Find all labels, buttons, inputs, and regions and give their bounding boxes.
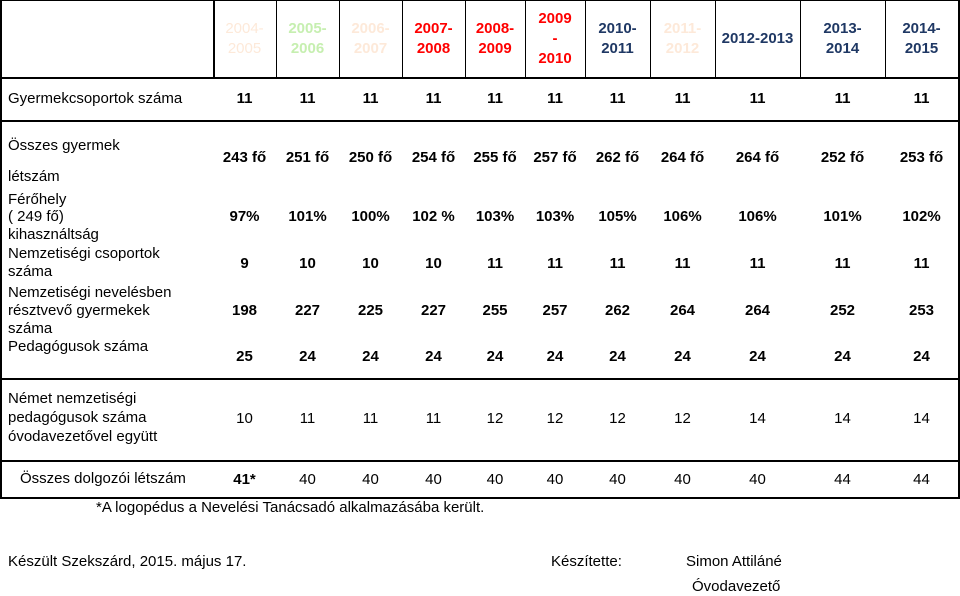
header-year-4: 2008- 2009 (475, 20, 515, 57)
row-staff-value: 40 (362, 470, 379, 488)
row-ethnic-groups-value: 11 (834, 254, 851, 272)
row-ethnic-groups-value: 11 (609, 254, 626, 272)
header-year-9: 2013- 2014 (823, 20, 862, 57)
row-ethnic-groups-value: 11 (487, 254, 503, 272)
row-groupcount-value: 11 (834, 89, 851, 107)
row-ethnic-children-value: 253 (908, 301, 935, 319)
row-teachers-value: 24 (749, 347, 766, 365)
label-total-children-1: Összes gyermek (8, 137, 120, 154)
row-german-teachers-value: 11 (299, 409, 316, 427)
row-german-teachers-value: 11 (425, 409, 442, 427)
label-total-children-2: létszám (8, 168, 60, 185)
row-german-teachers-value: 12 (609, 409, 626, 427)
row-ethnic-children-value: 264 (744, 301, 771, 319)
row-total-children-value: 254 fő (411, 148, 456, 166)
header-year-7: 2011- 2012 (663, 20, 702, 57)
row-groupcount-value: 11 (609, 89, 626, 107)
row-staff-value: 40 (546, 470, 564, 488)
row-teachers-value: 24 (546, 347, 564, 365)
row-german-teachers-value: 10 (236, 409, 253, 427)
row-groupcount-value: 11 (674, 89, 691, 107)
row-total-children-value: 255 fő (473, 148, 517, 166)
row-ethnic-groups-value: 11 (674, 254, 691, 272)
row-staff-value: 40 (486, 470, 504, 488)
row-capacity-value: 106% (738, 207, 777, 225)
row-staff-value: 40 (609, 470, 626, 488)
footer-place-date: Készült Szekszárd, 2015. május 17. (8, 553, 247, 570)
row-staff-value: 40 (299, 470, 316, 488)
row-ethnic-children-value: 198 (231, 301, 258, 319)
row-teachers-value: 25 (236, 347, 253, 365)
row-groupcount-value: 11 (362, 89, 379, 107)
row-total-children-value: 257 fő (533, 148, 577, 166)
row-ethnic-groups-value: 11 (913, 254, 930, 272)
label-german-teachers-3: óvodavezetővel együtt (8, 428, 158, 445)
row-ethnic-groups-value: 10 (425, 254, 442, 272)
header-year-10: 2014- 2015 (902, 20, 941, 57)
row-total-children-value: 264 fő (735, 148, 780, 166)
label-capacity-1: Férőhely (8, 191, 67, 208)
label-ethnic-groups-2: száma (8, 263, 53, 280)
row-capacity-value: 102% (902, 207, 941, 225)
label-ethnic-children-2: résztvevő gyermekek (8, 302, 150, 319)
row-ethnic-children-value: 227 (420, 301, 447, 319)
row-german-teachers-value: 14 (834, 409, 851, 427)
header-year-5: 2009 - 2010 (538, 10, 572, 67)
row-groupcount-value: 11 (913, 89, 930, 107)
row-ethnic-children-value: 262 (604, 301, 631, 319)
row-ethnic-children-value: 225 (357, 301, 384, 319)
label-capacity-3: kihasználtság (8, 226, 99, 243)
row-ethnic-groups-value: 10 (299, 254, 316, 272)
label-german-teachers-1: Német nemzetiségi (8, 390, 137, 407)
row-ethnic-groups-value: 11 (547, 254, 563, 272)
row-total-children-value: 253 fő (899, 148, 944, 166)
row-capacity-value: 103% (535, 207, 575, 225)
row-total-children-value: 243 fő (222, 148, 267, 166)
row-ethnic-groups-value: 11 (749, 254, 766, 272)
row-capacity-value: 101% (823, 207, 862, 225)
row-capacity-value: 105% (598, 207, 637, 225)
row-german-teachers-value: 14 (913, 409, 930, 427)
row-staff-value: 40 (674, 470, 691, 488)
footer-author: Simon Attiláné (686, 553, 782, 570)
header-year-6: 2010- 2011 (598, 20, 637, 57)
row-capacity-value: 101% (288, 207, 327, 225)
row-groupcount-value: 11 (749, 89, 766, 107)
row-total-children-value: 250 fő (348, 148, 393, 166)
row-teachers-value: 24 (913, 347, 930, 365)
row-german-teachers-value: 14 (749, 409, 766, 427)
header-year-0: 2004- 2005 (225, 20, 264, 57)
row-teachers-value: 24 (486, 347, 504, 365)
row-ethnic-children-value: 257 (542, 301, 568, 319)
row-groupcount-value: 11 (547, 89, 563, 107)
row-ethnic-groups-value: 10 (362, 254, 379, 272)
row-staff-value: 44 (834, 470, 851, 488)
row-capacity-value: 100% (351, 207, 390, 225)
row-staff-value: 41* (233, 470, 256, 488)
row-capacity-value: 106% (663, 207, 702, 225)
row-german-teachers-value: 12 (486, 409, 504, 427)
label-ethnic-children-3: száma (8, 320, 53, 337)
row-staff-value: 40 (749, 470, 766, 488)
row-ethnic-children-value: 252 (829, 301, 856, 319)
label-staff: Összes dolgozói létszám (20, 470, 186, 487)
row-total-children-value: 252 fő (820, 148, 865, 166)
row-total-children-value: 251 fő (285, 148, 330, 166)
label-teachers: Pedagógusok száma (8, 338, 149, 355)
row-total-children-value: 264 fő (660, 148, 705, 166)
header-year-2: 2006- 2007 (351, 20, 390, 57)
row-capacity-value: 102 % (412, 207, 455, 225)
row-teachers-value: 24 (299, 347, 316, 365)
header-year-8: 2012-2013 (721, 30, 794, 47)
row-german-teachers-value: 11 (362, 409, 379, 427)
row-groupcount-value: 11 (487, 89, 503, 107)
label-capacity-2: ( 249 fő) (8, 208, 64, 225)
header-year-1: 2005- 2006 (288, 20, 327, 57)
label-group-count: Gyermekcsoportok száma (8, 90, 183, 107)
row-teachers-value: 24 (674, 347, 691, 365)
row-groupcount-value: 11 (425, 89, 442, 107)
footer-made-by-label: Készítette: (551, 553, 622, 570)
footnote: *A logopédus a Nevelési Tanácsadó alkalmazásába került. (96, 499, 485, 516)
row-ethnic-groups-value: 9 (240, 254, 249, 272)
row-ethnic-children-value: 264 (669, 301, 696, 319)
row-ethnic-children-value: 227 (294, 301, 321, 319)
row-ethnic-children-value: 255 (482, 301, 508, 319)
header-year-3: 2007- 2008 (414, 20, 453, 57)
row-teachers-value: 24 (609, 347, 626, 365)
row-teachers-value: 24 (834, 347, 851, 365)
label-ethnic-groups-1: Nemzetiségi csoportok (8, 245, 160, 262)
row-staff-value: 40 (425, 470, 442, 488)
row-teachers-value: 24 (362, 347, 379, 365)
row-teachers-value: 24 (425, 347, 442, 365)
footer-role: Óvodavezető (692, 578, 781, 595)
row-groupcount-value: 11 (299, 89, 316, 107)
row-capacity-value: 97% (229, 207, 260, 225)
row-groupcount-value: 11 (236, 89, 253, 107)
row-capacity-value: 103% (475, 207, 515, 225)
row-staff-value: 44 (913, 470, 930, 488)
label-ethnic-children-1: Nemzetiségi nevelésben (8, 284, 172, 301)
row-german-teachers-value: 12 (546, 409, 564, 427)
label-german-teachers-2: pedagógusok száma (8, 409, 147, 426)
row-german-teachers-value: 12 (674, 409, 691, 427)
row-total-children-value: 262 fő (595, 148, 640, 166)
